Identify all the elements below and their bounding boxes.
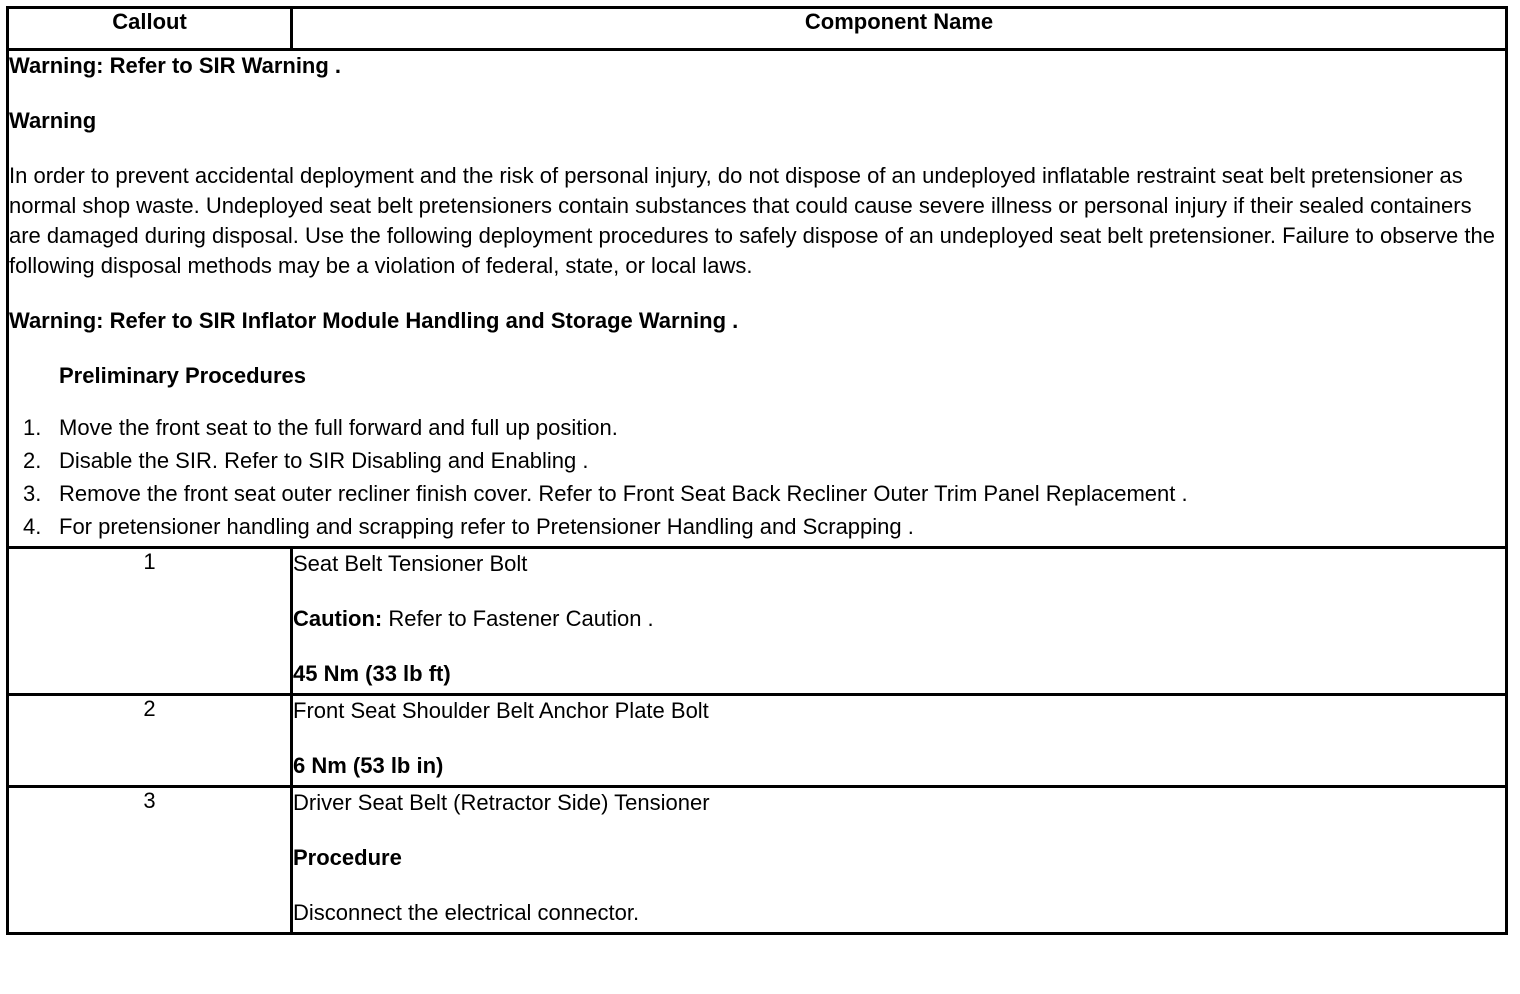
sir-warning-link-line: Warning: Refer to SIR Warning .: [9, 53, 342, 78]
table-row: [8, 548, 1507, 695]
callout-number: 3: [8, 787, 292, 934]
component-name: Front Seat Shoulder Belt Anchor Plate Bolt: [293, 698, 709, 723]
step-number: 1.: [23, 415, 42, 440]
table-row: [8, 695, 1507, 787]
table-header-row: [8, 8, 1507, 50]
step-text: Remove the front seat outer recliner finish cover. Refer to Front Seat Back Recliner Outer Trim Panel Replacement .: [59, 481, 1188, 506]
component-name: Driver Seat Belt (Retractor Side) Tensioner: [293, 790, 710, 815]
component-name: Seat Belt Tensioner Bolt: [293, 551, 528, 576]
procedure-step: [9, 444, 1505, 477]
caution-text: Refer to Fastener Caution .: [382, 606, 654, 631]
table-row: [8, 787, 1507, 934]
procedure-step: [9, 411, 1505, 444]
intro-cell: [8, 50, 1507, 548]
component-cell: [292, 695, 1507, 787]
warning-heading: Warning: [9, 108, 97, 133]
procedure-steps: [9, 411, 1505, 543]
torque-spec: 45 Nm (33 lb ft): [293, 661, 451, 686]
component-table: [6, 6, 1508, 935]
step-text: Move the front seat to the full forward and full up position.: [59, 415, 618, 440]
torque-spec: 6 Nm (53 lb in): [293, 753, 444, 778]
intro-row: [8, 50, 1507, 548]
step-text: For pretensioner handling and scrapping refer to Pretensioner Handling and Scrapping .: [59, 514, 914, 539]
procedure-step: [9, 510, 1505, 543]
callout-column-header: Callout: [8, 8, 292, 50]
procedure-text: Disconnect the electrical connector.: [293, 900, 640, 925]
procedure-step: [9, 477, 1505, 510]
component-column-header: Component Name: [292, 8, 1507, 50]
component-cell: [292, 787, 1507, 934]
inflator-warning-line: Warning: Refer to SIR Inflator Module Handling and Storage Warning .: [9, 308, 739, 333]
warning-body: In order to prevent accidental deployment and the risk of personal injury, do not dispose of an undeployed inflatable restraint seat belt pretensioner as normal shop waste. Undeployed seat belt pretensioners contain substances that could cause severe illness or personal injury if their sealed containers are damaged during disposal. Use the following deployment procedures to safely dispose of an undeployed seat belt pretensioner. Failure to observe the following disposal methods may be a violation of federal, state, or local laws.: [9, 163, 1495, 278]
step-number: 4.: [23, 514, 42, 539]
procedure-label: Procedure: [293, 845, 402, 870]
step-number: 3.: [23, 481, 42, 506]
step-text: Disable the SIR. Refer to SIR Disabling and Enabling .: [59, 448, 589, 473]
step-number: 2.: [23, 448, 42, 473]
callout-number: 2: [8, 695, 292, 787]
preliminary-procedures-heading: Preliminary Procedures: [59, 363, 307, 388]
callout-number: 1: [8, 548, 292, 695]
caution-line: [293, 604, 1505, 634]
caution-label: Caution:: [293, 606, 383, 631]
component-cell: [292, 548, 1507, 695]
